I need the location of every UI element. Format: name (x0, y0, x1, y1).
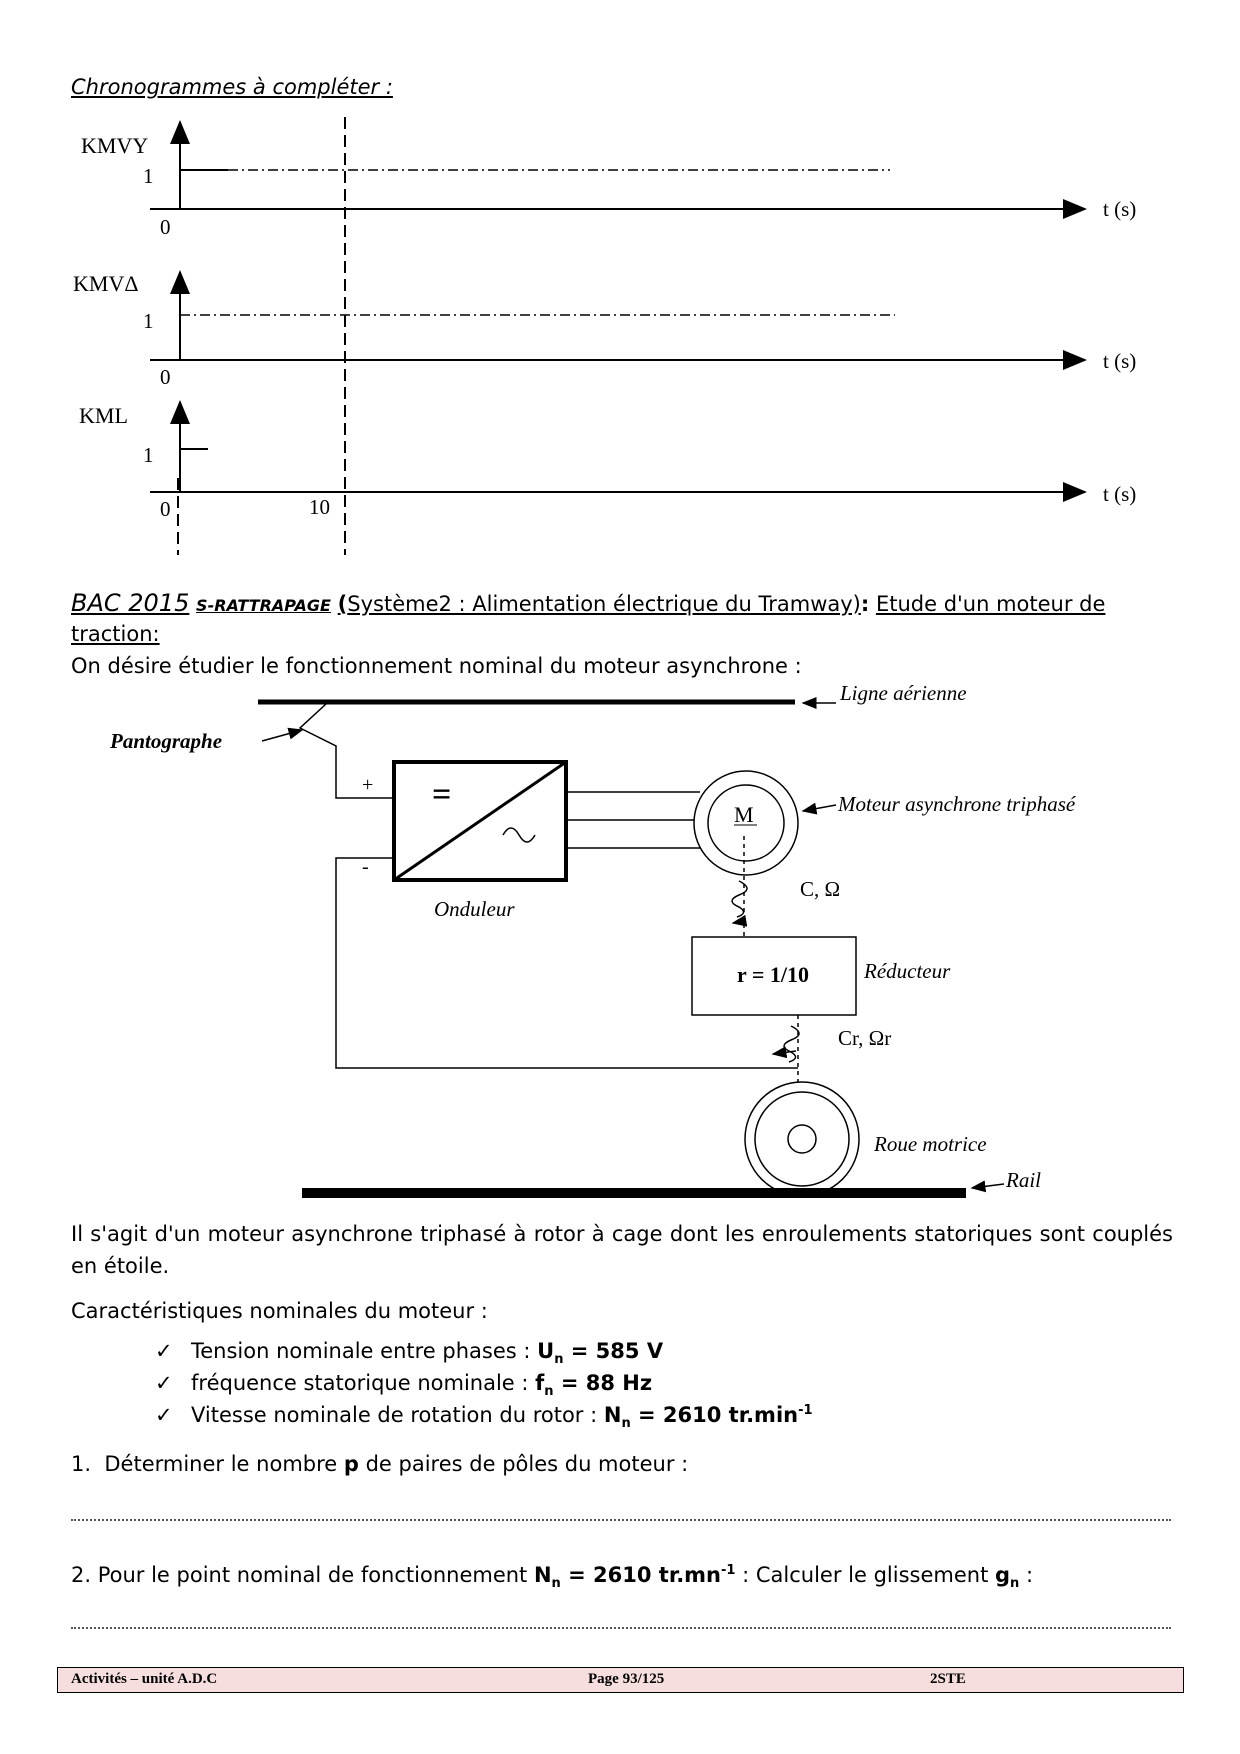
question-1 (71, 1449, 688, 1479)
q2-g-sub: n (1010, 1576, 1020, 1592)
onduleur-equal: = (432, 776, 452, 813)
bac-label: BAC 2015 (71, 589, 190, 617)
check-icon: ✓ (155, 1339, 173, 1363)
reducteur-label: Réducteur (864, 959, 951, 983)
kmvy-one: 1 (143, 164, 154, 188)
ligne-label: Ligne aérienne (840, 681, 967, 705)
ratio-label: r = 1/10 (737, 962, 810, 987)
fn-sub: n (544, 1384, 554, 1400)
pantographe-pointer (262, 730, 302, 741)
moteur-pointer (803, 805, 836, 811)
q2-n: N (533, 1563, 552, 1587)
kmvd-zero: 0 (160, 365, 171, 389)
bullet-vitesse-text: Vitesse nominale de rotation du rotor : (191, 1403, 604, 1427)
rotation-head-motor (733, 921, 745, 923)
question-2 (71, 1556, 1033, 1599)
kmvy-t-label: t (s) (1103, 197, 1137, 221)
bullet-frequence (155, 1371, 652, 1399)
kml-label: KML (79, 403, 128, 428)
un-value: = 585 V (563, 1339, 664, 1363)
q2-n-sub: n (551, 1576, 561, 1592)
bac-intro: On désire étudier le fonctionnement nominal du moteur asynchrone : (71, 654, 802, 678)
bullet-vitesse (155, 1403, 813, 1431)
fn-value: = 88 Hz (553, 1371, 653, 1395)
nn-value: = 2610 tr.min (630, 1403, 799, 1427)
q2-g: g (995, 1563, 1011, 1587)
q2-post: : Calculer le glissement (735, 1563, 995, 1587)
rotation-arrow-wheel (784, 1026, 799, 1062)
un-sub: n (554, 1352, 564, 1368)
rail-bar (302, 1188, 966, 1198)
bac-system: Système2 : Alimentation électrique du Tramway) (347, 592, 861, 616)
nn-symbol: N (603, 1403, 622, 1427)
bullet-tension-text: Tension nominale entre phases : (191, 1339, 538, 1363)
nn-sup: -1 (798, 1403, 813, 1418)
bullet-frequence-text: fréquence statorique nominale : (191, 1371, 536, 1395)
bac-open-paren: ( (337, 592, 348, 616)
bac-session: S-RATTRAPAGE (196, 596, 331, 615)
moteur-label: Moteur asynchrone triphasé (838, 792, 1076, 816)
answer-line-2[interactable] (71, 1627, 1171, 1629)
pantographe-label: Pantographe (110, 729, 223, 753)
kml-t-label: t (s) (1103, 482, 1137, 506)
page-footer (57, 1667, 1184, 1693)
motor-letter: M (734, 802, 754, 827)
answer-line-1[interactable] (71, 1519, 1171, 1521)
carac-title: Caractéristiques nominales du moteur : (71, 1299, 488, 1323)
check-icon: ✓ (155, 1403, 173, 1427)
check-icon: ✓ (155, 1371, 173, 1395)
footer-left: Activités – unité A.D.C (71, 1671, 218, 1687)
q2-value: = 2610 tr.mn (560, 1563, 721, 1587)
footer-right: 2STE (930, 1671, 966, 1687)
fn-symbol: f (535, 1371, 545, 1395)
pantographe-arm (300, 704, 394, 798)
q2-sup: -1 (721, 1563, 736, 1578)
onduleur-label: Onduleur (434, 897, 515, 921)
bac-topic-line1: Etude d'un moteur de (875, 592, 1106, 616)
rail-label: Rail (1006, 1168, 1041, 1192)
kmvd-t-label: t (s) (1103, 349, 1137, 373)
q2-pre: 2. Pour le point nominal de fonctionnement (71, 1563, 534, 1587)
bullet-tension (155, 1339, 663, 1367)
footer-page: Page 93/125 (588, 1671, 665, 1687)
nn-sub: n (621, 1416, 631, 1432)
kmvd-label: KMVΔ (73, 271, 139, 296)
bac-topic-line2: traction: (71, 622, 160, 646)
kmvy-zero: 0 (160, 215, 171, 239)
roue-label: Roue motrice (874, 1132, 987, 1156)
moteur-description: Il s'agit d'un moteur asynchrone triphasé à rotor à cage dont les enroulements statoriques sont couplés en étoile. (71, 1222, 1173, 1278)
plus-sign: + (362, 774, 374, 796)
bac-colon: : (860, 592, 870, 616)
torque-r-label: Cr, Ωr (838, 1026, 892, 1050)
kml-zero: 0 (160, 497, 171, 521)
q1-pre: 1. Déterminer le nombre (71, 1452, 344, 1476)
q2-end: : (1019, 1563, 1034, 1587)
torque-label: C, Ω (800, 877, 841, 901)
q1-p: p (343, 1452, 359, 1476)
chrono-title: Chronogrammes à compléter : (71, 75, 393, 99)
rail-pointer (972, 1184, 1004, 1188)
kmvy-label: KMVY (81, 133, 149, 158)
minus-sign: - (362, 856, 369, 878)
kml-ten: 10 (309, 495, 330, 519)
un-symbol: U (537, 1339, 555, 1363)
wheel-hub (788, 1125, 816, 1153)
kmvd-one: 1 (143, 309, 154, 333)
kml-one: 1 (143, 443, 154, 467)
q1-post: de paires de pôles du moteur : (358, 1452, 689, 1476)
